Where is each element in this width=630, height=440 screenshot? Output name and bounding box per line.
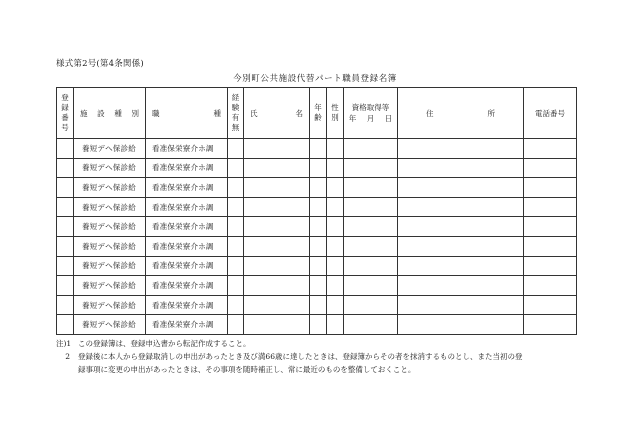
table-row (57, 256, 577, 276)
cell-job-options: 看准保栄寮介ホ調 (146, 236, 228, 256)
cell-name (244, 236, 310, 256)
cell-sex (327, 178, 344, 198)
cell-facility-options: 養短デへ保診給 (74, 295, 146, 315)
cell-name (244, 197, 310, 217)
form-number-label: 様式第2号(第4条関係) (56, 59, 144, 69)
cell-address (398, 139, 524, 159)
cell-qualification-date (344, 236, 398, 256)
cell-age (310, 295, 327, 315)
note-1-number: 注)1 (56, 339, 72, 348)
cell-age (310, 256, 327, 276)
cell-age (310, 139, 327, 159)
cell-facility-options: 養短デへ保診給 (74, 256, 146, 276)
table-row (57, 276, 577, 296)
table-row (57, 236, 577, 256)
cell-qualification-date (344, 217, 398, 237)
cell-sex (327, 158, 344, 178)
cell-age (310, 197, 327, 217)
cell-address (398, 276, 524, 296)
cell-job-options: 看准保栄寮介ホ調 (146, 178, 228, 198)
header-row (57, 88, 577, 139)
cell-experience (228, 139, 244, 159)
note-2-text-line2: 録事項に変更の申出があったときは、その事項を随時補正し、常に最近のものを整備しておくこと。 (78, 365, 416, 374)
cell-job-options: 看准保栄寮介ホ調 (146, 256, 228, 276)
table-row (57, 158, 577, 178)
header-phone: 電話番号 (524, 88, 577, 139)
cell-registration-number (57, 276, 74, 296)
cell-phone (524, 217, 577, 237)
cell-name (244, 217, 310, 237)
page-title: 今別町公共施設代替パート職員登録名簿 (233, 74, 397, 84)
cell-experience (228, 295, 244, 315)
footnotes (56, 337, 586, 376)
cell-name (244, 139, 310, 159)
header-facility-type: 施 設 種 別 (74, 88, 146, 139)
cell-experience (228, 178, 244, 198)
cell-address (398, 158, 524, 178)
cell-sex (327, 139, 344, 159)
note-1 (56, 337, 586, 350)
cell-address (398, 178, 524, 198)
cell-age (310, 158, 327, 178)
table-row (57, 178, 577, 198)
cell-sex (327, 256, 344, 276)
cell-facility-options: 養短デへ保診給 (74, 158, 146, 178)
note-2 (56, 350, 586, 363)
header-sex: 性 別 (327, 88, 344, 139)
cell-address (398, 236, 524, 256)
cell-phone (524, 256, 577, 276)
cell-qualification-date (344, 197, 398, 217)
cell-registration-number (57, 217, 74, 237)
cell-experience (228, 197, 244, 217)
cell-address (398, 217, 524, 237)
cell-job-options: 看准保栄寮介ホ調 (146, 139, 228, 159)
cell-age (310, 236, 327, 256)
cell-sex (327, 315, 344, 335)
header-experience: 経 験 有 無 (228, 88, 244, 139)
note-2-number: 2 (65, 352, 70, 361)
cell-address (398, 256, 524, 276)
cell-job-options: 看准保栄寮介ホ調 (146, 158, 228, 178)
cell-experience (228, 158, 244, 178)
cell-phone (524, 276, 577, 296)
cell-registration-number (57, 315, 74, 335)
cell-phone (524, 236, 577, 256)
cell-facility-options: 養短デへ保診給 (74, 178, 146, 198)
cell-age (310, 315, 327, 335)
cell-phone (524, 197, 577, 217)
cell-facility-options: 養短デへ保診給 (74, 276, 146, 296)
cell-registration-number (57, 256, 74, 276)
cell-sex (327, 295, 344, 315)
cell-facility-options: 養短デへ保診給 (74, 236, 146, 256)
cell-sex (327, 276, 344, 296)
cell-age (310, 178, 327, 198)
cell-sex (327, 236, 344, 256)
cell-name (244, 256, 310, 276)
cell-experience (228, 256, 244, 276)
header-registration-number: 登 録 番 号 (57, 88, 74, 139)
cell-name (244, 178, 310, 198)
cell-qualification-date (344, 295, 398, 315)
cell-sex (327, 197, 344, 217)
cell-name (244, 295, 310, 315)
cell-job-options: 看准保栄寮介ホ調 (146, 217, 228, 237)
cell-address (398, 315, 524, 335)
cell-job-options: 看准保栄寮介ホ調 (146, 295, 228, 315)
table-row (57, 217, 577, 237)
cell-qualification-date (344, 256, 398, 276)
cell-registration-number (57, 295, 74, 315)
cell-name (244, 158, 310, 178)
table-row (57, 295, 577, 315)
header-job-type: 職 種 (146, 88, 228, 139)
cell-experience (228, 315, 244, 335)
note-1-text: この登録簿は、登録申込書から転記作成すること。 (78, 339, 251, 348)
cell-qualification-date (344, 158, 398, 178)
cell-qualification-date (344, 139, 398, 159)
cell-age (310, 217, 327, 237)
cell-job-options: 看准保栄寮介ホ調 (146, 276, 228, 296)
cell-facility-options: 養短デへ保診給 (74, 315, 146, 335)
cell-age (310, 276, 327, 296)
cell-phone (524, 315, 577, 335)
cell-qualification-date (344, 178, 398, 198)
cell-job-options: 看准保栄寮介ホ調 (146, 197, 228, 217)
cell-name (244, 315, 310, 335)
cell-registration-number (57, 197, 74, 217)
cell-experience (228, 236, 244, 256)
cell-phone (524, 158, 577, 178)
cell-qualification-date (344, 276, 398, 296)
cell-facility-options: 養短デへ保診給 (74, 217, 146, 237)
table-row (57, 197, 577, 217)
table-row (57, 315, 577, 335)
cell-phone (524, 178, 577, 198)
cell-registration-number (57, 158, 74, 178)
cell-address (398, 295, 524, 315)
cell-name (244, 276, 310, 296)
cell-facility-options: 養短デへ保診給 (74, 197, 146, 217)
cell-facility-options: 養短デへ保診給 (74, 139, 146, 159)
header-name: 氏 名 (244, 88, 310, 139)
header-qualification-date: 資格取得等 年 月 日 (344, 88, 398, 139)
cell-phone (524, 295, 577, 315)
cell-job-options: 看准保栄寮介ホ調 (146, 315, 228, 335)
register-table (56, 87, 577, 335)
cell-phone (524, 139, 577, 159)
cell-sex (327, 217, 344, 237)
note-2-text-line1: 登録後に本人から登録取消しの申出があったとき及び満66歳に達したときは、登録簿からその者を抹消するものとし、また当初の登 (78, 352, 523, 361)
header-address: 住 所 (398, 88, 524, 139)
cell-experience (228, 276, 244, 296)
cell-registration-number (57, 139, 74, 159)
cell-registration-number (57, 178, 74, 198)
cell-registration-number (57, 236, 74, 256)
cell-qualification-date (344, 315, 398, 335)
table-row (57, 139, 577, 159)
cell-experience (228, 217, 244, 237)
header-age: 年 齢 (310, 88, 327, 139)
cell-address (398, 197, 524, 217)
